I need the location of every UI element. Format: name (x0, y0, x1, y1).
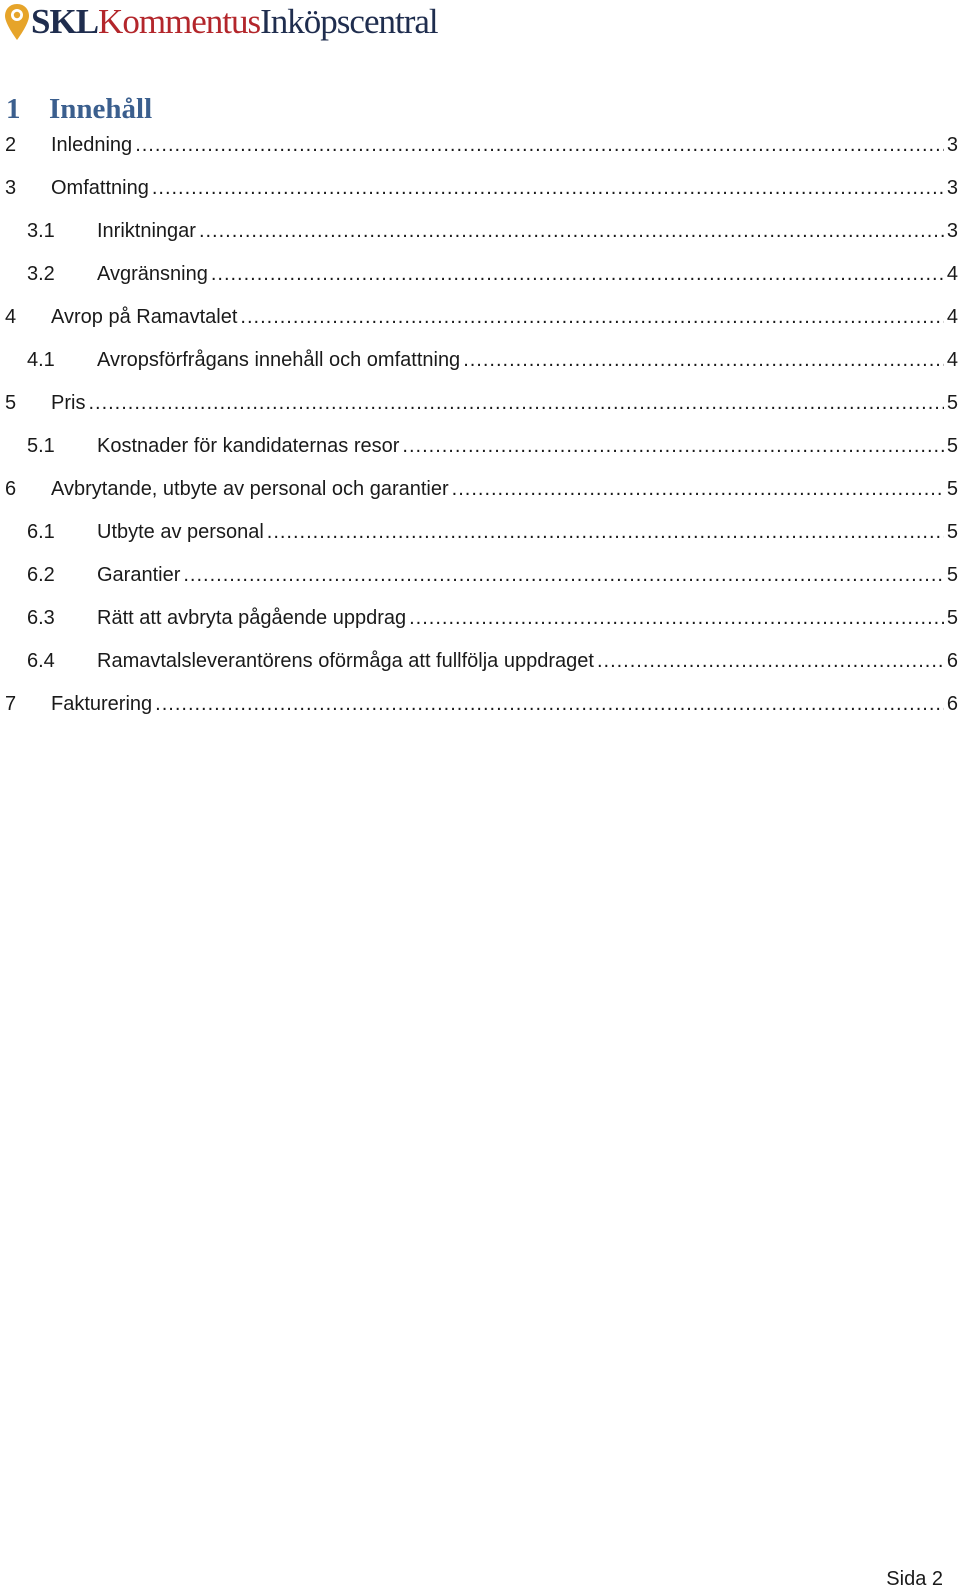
toc-entry[interactable] (0, 517, 958, 547)
toc-entry-title: Utbyte av personal (97, 521, 264, 543)
toc-entry-number: 6.4 (27, 650, 55, 672)
toc-entry-title: Fakturering (51, 693, 153, 715)
toc-entry-number: 6.1 (27, 521, 55, 543)
toc-dot-leader (597, 646, 944, 676)
toc-entry-page: 4 (946, 349, 958, 371)
toc-entry-page: 3 (946, 220, 958, 242)
toc-entry[interactable] (0, 603, 958, 633)
toc-entry-title: Avropsförfrågans innehåll och omfattning (97, 349, 461, 371)
toc-dot-leader (240, 302, 943, 332)
logo-wordmark (31, 2, 438, 42)
toc-heading-title: Innehåll (49, 93, 153, 125)
toc-entry-page: 5 (946, 478, 958, 500)
toc-entry-title: Avgränsning (97, 263, 208, 285)
toc-entry-page: 5 (946, 392, 958, 414)
toc-entry-page: 3 (946, 134, 958, 156)
toc-entry[interactable] (0, 216, 958, 246)
toc-entry-title: Rätt att avbryta pågående uppdrag (97, 607, 407, 629)
toc-entry-page: 5 (946, 564, 958, 586)
toc-entry-page: 5 (946, 435, 958, 457)
toc-dot-leader (135, 130, 944, 160)
toc-entry-number: 7 (5, 693, 17, 715)
toc-heading-number: 1 (6, 93, 21, 125)
toc-entry-page: 5 (946, 607, 958, 629)
toc-entry-number: 4.1 (27, 349, 55, 371)
toc-entry-title: Inledning (51, 134, 133, 156)
toc-dot-leader (183, 560, 944, 590)
toc-entry-number: 3.2 (27, 263, 55, 285)
toc-dot-leader (155, 689, 944, 719)
logo-part-kommentus: Kommentus (98, 2, 261, 41)
location-pin-icon (4, 2, 30, 42)
toc-entry-title: Avbrytande, utbyte av personal och garantier (51, 478, 449, 500)
toc-dot-leader (463, 345, 944, 375)
toc-dot-leader (199, 216, 944, 246)
toc-entry-number: 2 (5, 134, 17, 156)
toc-entry[interactable] (0, 560, 958, 590)
toc-entry[interactable] (0, 474, 958, 504)
toc-entry-number: 5.1 (27, 435, 55, 457)
logo-part-inkopscentral: Inköpscentral (260, 2, 438, 41)
toc-dot-leader (409, 603, 944, 633)
toc-dot-leader (402, 431, 943, 461)
toc-entry[interactable] (0, 646, 958, 676)
toc-entry-title: Ramavtalsleverantörens oförmåga att fullfölja uppdraget (97, 650, 594, 672)
toc-heading (6, 93, 152, 126)
toc-entry-title: Omfattning (51, 177, 149, 199)
toc-entry-title: Inriktningar (97, 220, 196, 242)
toc-entry-page: 4 (946, 263, 958, 285)
toc-dot-leader (88, 388, 943, 418)
toc-entry-page: 6 (946, 650, 958, 672)
toc-dot-leader (211, 259, 944, 289)
toc-entry-number: 4 (5, 306, 17, 328)
toc-entry-number: 6.2 (27, 564, 55, 586)
toc-entry[interactable] (0, 345, 958, 375)
toc-entry-page: 5 (946, 521, 958, 543)
toc-entry[interactable] (0, 689, 958, 719)
toc-dot-leader (452, 474, 944, 504)
company-logo (4, 0, 438, 44)
toc-dot-leader (152, 173, 944, 203)
toc-dot-leader (267, 517, 944, 547)
toc-entry-title: Garantier (97, 564, 181, 586)
toc-entry[interactable] (0, 173, 958, 203)
page-number-footer: Sida 2 (886, 1568, 943, 1590)
toc-entry-title: Avrop på Ramavtalet (51, 306, 238, 328)
toc-entry-page: 4 (946, 306, 958, 328)
toc-entry-number: 3 (5, 177, 17, 199)
toc-entry-number: 6 (5, 478, 17, 500)
toc-entry-number: 5 (5, 392, 17, 414)
toc-entry-number: 3.1 (27, 220, 55, 242)
toc-entry-number: 6.3 (27, 607, 55, 629)
toc-entry-title: Pris (51, 392, 86, 414)
toc-entry[interactable] (0, 259, 958, 289)
logo-part-skl: SKL (31, 2, 99, 41)
toc-entry[interactable] (0, 130, 958, 160)
toc-entry[interactable] (0, 302, 958, 332)
toc-entry-title: Kostnader för kandidaternas resor (97, 435, 400, 457)
toc-entry[interactable] (0, 388, 958, 418)
toc-entry-page: 3 (946, 177, 958, 199)
toc-entry-page: 6 (946, 693, 958, 715)
toc-entry[interactable] (0, 431, 958, 461)
